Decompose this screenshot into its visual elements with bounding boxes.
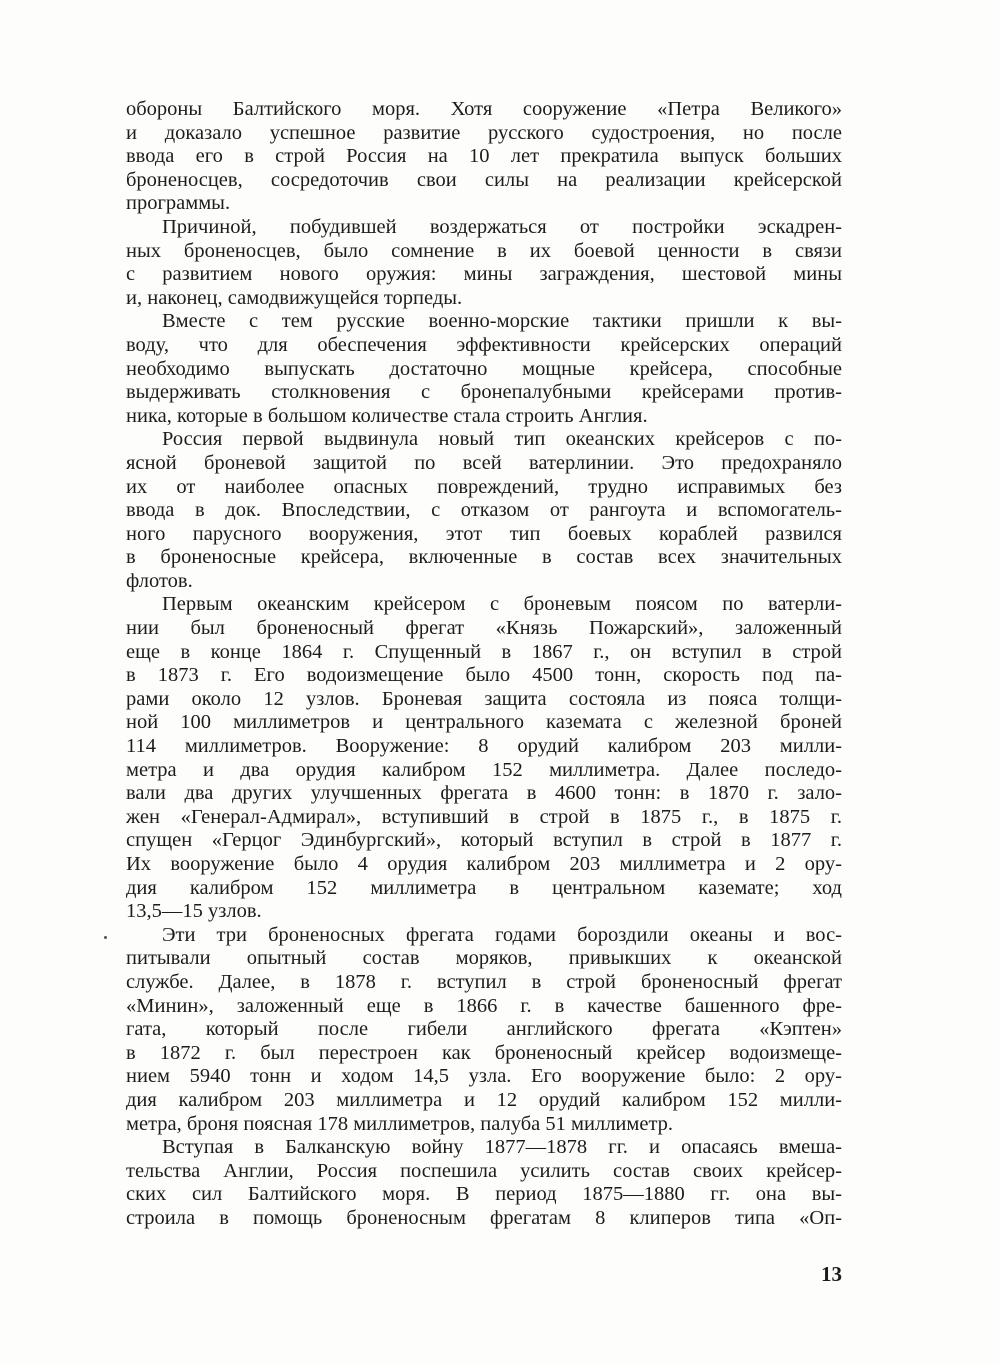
body-text xyxy=(126,98,842,1231)
page-number: 13 xyxy=(821,1262,842,1286)
paragraph xyxy=(126,98,842,216)
paragraph xyxy=(126,924,842,1136)
text-line: Причиной, побудившей воздержаться от постройки эскадрен- xyxy=(162,215,842,238)
text-line: Вступая в Балканскую войну 1877—1878 гг. и опасаясь вмеша- xyxy=(162,1136,842,1159)
text-line: спущен «Герцог Эдинбургский», который вступил в строй в 1877 г. xyxy=(126,829,842,852)
text-line: обороны Балтийского моря. Хотя сооружение «Петра Великого» xyxy=(126,98,842,120)
text-line: дия калибром 152 миллиметра в центральном каземате; ход xyxy=(126,876,842,899)
text-line: дия калибром 203 миллиметра и 12 орудий калибром 152 милли- xyxy=(126,1088,842,1111)
text-line: в броненосные крейсера, включенные в состав всех значительных xyxy=(126,546,842,569)
paragraph xyxy=(126,216,842,310)
text-line: строила в помощь броненосным фрегатам 8 клиперов типа «Оп- xyxy=(126,1206,842,1229)
text-line: и доказало успешное развитие русского судостроения, но после xyxy=(126,121,842,144)
text-line: метра, броня поясная 178 миллиметров, палуба 51 миллиметр. xyxy=(126,1112,674,1135)
text-line: нием 5940 тонн и ходом 14,5 узла. Его вооружение было: 2 ору- xyxy=(126,1065,842,1088)
print-speck xyxy=(104,936,107,939)
text-line: программы. xyxy=(126,192,231,215)
text-line: жен «Генерал-Адмирал», вступивший в строй в 1875 г., в 1875 г. xyxy=(126,805,842,828)
text-line: в 1872 г. был перестроен как броненосный крейсер водоизмеще- xyxy=(126,1041,842,1064)
text-line: еще в конце 1864 г. Спущенный в 1867 г., он вступил в строй xyxy=(126,640,842,663)
text-line: метра и два орудия калибром 152 миллиметра. Далее последо- xyxy=(126,758,842,781)
text-line: ввода в док. Впоследствии, с отказом от рангоута и вспомогатель- xyxy=(126,499,842,522)
text-line: с развитием нового оружия: мины заграждения, шестовой мины xyxy=(126,263,842,286)
text-line: Россия первой выдвинула новый тип океанских крейсеров с по- xyxy=(162,428,842,451)
text-line: и, наконец, самодвижущейся торпеды. xyxy=(126,286,463,309)
text-line: вали два других улучшенных фрегата в 4600 тонн: в 1870 г. зало- xyxy=(126,782,842,805)
text-line: ного парусного вооружения, этот тип боевых кораблей развился xyxy=(126,522,842,545)
text-line: тельства Англии, Россия поспешила усилить состав своих крейсер- xyxy=(126,1159,842,1182)
text-line: гата, который после гибели английского фрегата «Кэптен» xyxy=(126,1018,842,1041)
text-line: их от наиболее опасных повреждений, трудно исправимых без xyxy=(126,475,842,498)
text-line: ника, которые в большом количестве стала строить Англия. xyxy=(126,404,648,427)
paragraph xyxy=(126,593,842,923)
text-line: ных броненосцев, было сомнение в их боевой ценности в связи xyxy=(126,239,842,262)
text-line: в 1873 г. Его водоизмещение было 4500 тонн, скорость под па- xyxy=(126,664,842,687)
text-line: ских сил Балтийского моря. В период 1875—1880 гг. она вы- xyxy=(126,1183,842,1206)
text-line: нии был броненосный фрегат «Князь Пожарский», заложенный xyxy=(126,617,842,640)
paragraph xyxy=(126,1136,842,1230)
text-line: 114 миллиметров. Вооружение: 8 орудий калибром 203 милли- xyxy=(126,735,842,758)
text-line: Вместе с тем русские военно-морские тактики пришли к вы- xyxy=(162,310,842,333)
text-line: ной 100 миллиметров и центрального каземата с железной броней xyxy=(126,711,842,734)
text-line: «Минин», заложенный еще в 1866 г. в качестве башенного фре- xyxy=(126,994,842,1017)
text-line: Эти три броненосных фрегата годами бороздили океаны и вос- xyxy=(162,923,842,946)
text-line: выдерживать столкновения с бронепалубными крейсерами против- xyxy=(126,381,842,404)
text-line: ясной броневой защитой по всей ватерлинии. Это предохраняло xyxy=(126,451,842,474)
text-line: броненосцев, сосредоточив свои силы на реализации крейсерской xyxy=(126,168,842,191)
text-line: флотов. xyxy=(126,569,193,592)
text-line: необходимо выпускать достаточно мощные крейсера, способные xyxy=(126,357,842,380)
paragraph xyxy=(126,310,842,428)
text-line: 13,5—15 узлов. xyxy=(126,900,262,923)
text-line: питывали опытный состав моряков, привыкших к океанской xyxy=(126,947,842,970)
paragraph xyxy=(126,428,842,593)
text-line: Их вооружение было 4 орудия калибром 203 миллиметра и 2 ору- xyxy=(126,853,842,875)
text-line: службе. Далее, в 1878 г. вступил в строй броненосный фрегат xyxy=(126,970,842,993)
text-line: воду, что для обеспечения эффективности крейсерских операций xyxy=(126,333,842,356)
text-line: Первым океанским крейсером с броневым поясом по ватерли- xyxy=(162,593,842,616)
text-line: рами около 12 узлов. Броневая защита состояла из пояса толщи- xyxy=(126,687,842,710)
text-line: ввода его в строй Россия на 10 лет прекратила выпуск больших xyxy=(126,145,842,168)
